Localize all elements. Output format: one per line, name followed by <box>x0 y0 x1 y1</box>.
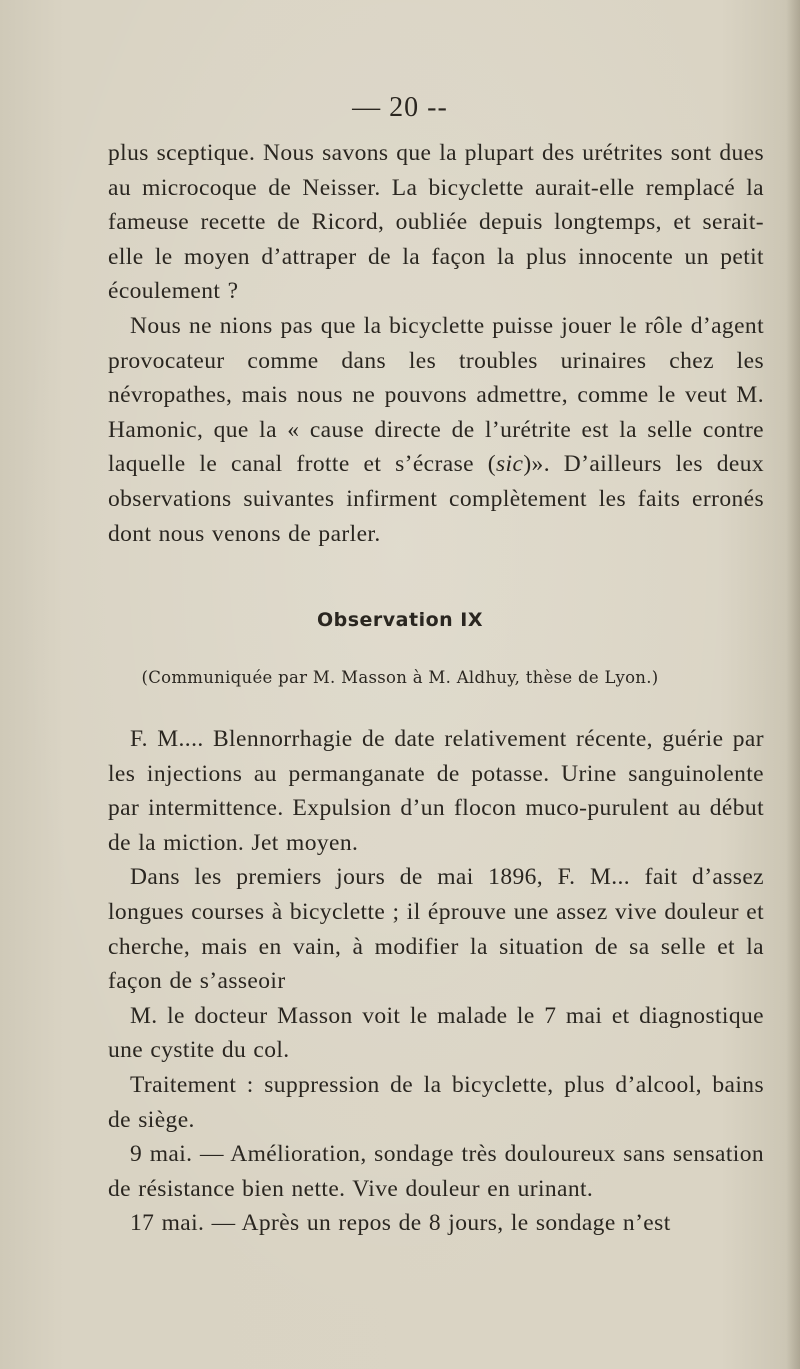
text-block-top <box>108 136 764 551</box>
paragraph: M. le docteur Masson voit le malade le 7 mai et diagnostique une cystite du col. <box>108 1002 764 1064</box>
paragraph: F. M.... Blennorrhagie de date relativement récente, guérie par les injections au permanganate de potasse. Urine sanguinolente par intermittence. Expulsion d’un flocon muco-purulent au début de la miction. Jet moyen. <box>108 726 764 856</box>
paragraph: Dans les premiers jours de mai 1896, F. M... fait d’assez longues courses à bicyclette ; il éprouve une assez vive douleur et cherche, mais en vain, à modifier la situation de sa selle et la façon de s’asseoir <box>108 864 764 995</box>
paragraph: 17 mai. — Après un repos de 8 jours, le sondage n’est <box>130 1210 671 1237</box>
paragraph: Traitement : suppression de la bicyclette, plus d’alcool, bains de siège. <box>108 1071 764 1133</box>
page-number: — 20 -- <box>352 92 448 123</box>
text-block-observation <box>108 722 764 1241</box>
paragraph: plus sceptique. Nous savons que la plupart des urétrites sont dues au microcoque de Neisser. La bicyclette aurait-elle remplacé la fameuse recette de Ricord, oubliée depuis longtemps, et serait-elle le moyen d’attraper de la façon la plus innocente un petit écoulement ? <box>108 140 764 305</box>
observation-title: Observation IX <box>316 609 484 631</box>
paragraph: Nous ne nions pas que la bicyclette puisse jouer le rôle d’agent provocateur comme dans les troubles urinaires chez les névropathes, mais nous ne pouvons admettre, comme le veut M. Hamonic, que la « cause directe de l’urétrite est la selle contre laquelle le canal frotte et s’écrase (sic)». D’ailleurs les deux observations suivantes infirment complètement les faits erronés dont nous venons de parler. <box>108 312 764 547</box>
observation-source: (Communiquée par M. Masson à M. Aldhuy, thèse de Lyon.) <box>141 668 659 687</box>
paragraph: 9 mai. — Amélioration, sondage très douloureux sans sensation de résistance bien nette. Vive douleur en urinant. <box>108 1141 764 1202</box>
